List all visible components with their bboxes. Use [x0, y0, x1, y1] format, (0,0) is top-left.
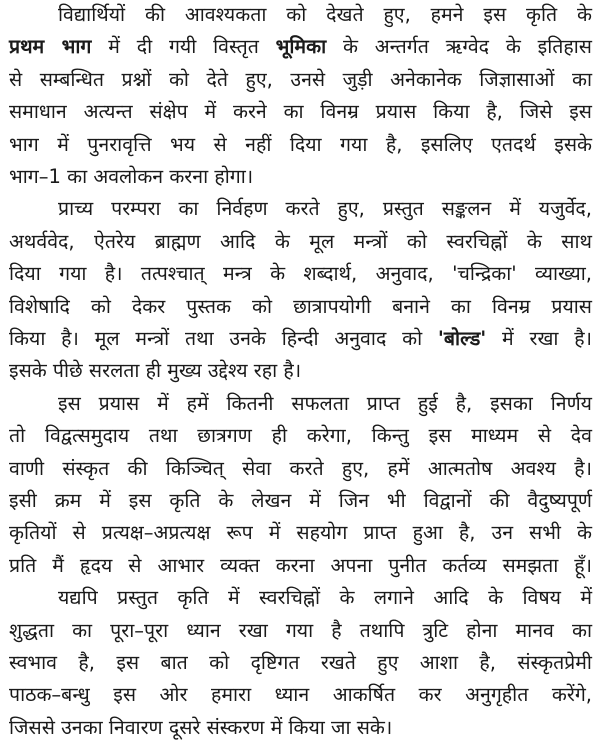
- paragraph-4-line: [9, 712, 592, 744]
- paragraph-1-line: [9, 31, 592, 63]
- paragraph-4-line: [9, 679, 592, 711]
- bold-text: प्रथम भाग: [9, 35, 92, 59]
- text-segment: से सम्बन्धित प्रश्नों को देते हुए, उनसे जुड़ी अनेकानेक जिज्ञासाओं का: [9, 67, 592, 91]
- text-segment: तो विद्वत्समुदाय तथा छात्रगण ही करेगा, किन्तु इस माध्यम से देव: [9, 424, 592, 448]
- paragraph-2-line: [9, 355, 592, 387]
- paragraph-3-line: [9, 420, 592, 452]
- text-segment: पाठक–बन्धु इस ओर हमारा ध्यान आकर्षित कर अनुगृहीत करेंगे,: [9, 683, 592, 707]
- text-segment: भाग में पुनरावृत्ति भय से नहीं दिया गया है, इसलिए एतदर्थ इसके: [9, 132, 592, 156]
- paragraph-4-line: [9, 615, 592, 647]
- text-segment: शुद्धता का पूरा–पूरा ध्यान रखा गया है तथापि त्रुटि होना मानव का: [9, 618, 592, 642]
- paragraph-1-line: [9, 64, 592, 96]
- text-segment: कृतियों से प्रत्यक्ष–अप्रत्यक्ष रूप में सहयोग प्राप्त हुआ है, उन सभी के: [9, 521, 592, 545]
- paragraph-1-line: [9, 96, 592, 128]
- text-segment: के अन्तर्गत ऋग्वेद के इतिहास: [326, 35, 592, 59]
- text-segment: यद्यपि प्रस्तुत कृति में स्वरचिह्नों के लगाने आदि के विषय में: [58, 586, 592, 610]
- text-segment: वाणी संस्कृत की किञ्चित् सेवा करते हुए, हमें आत्मतोष अवश्य है।: [9, 456, 592, 480]
- text-segment: किया है। मूल मन्त्रों तथा उनके हिन्दी अनुवाद को: [9, 327, 438, 350]
- paragraph-2-line: [9, 323, 592, 355]
- text-segment: इसके पीछे सरलता ही मुख्य उद्देश्य रहा है।: [9, 359, 302, 383]
- paragraph-2-line: [58, 193, 592, 225]
- paragraph-2-line: [9, 226, 592, 258]
- paragraph-3-line: [9, 453, 592, 485]
- text-segment: समाधान अत्यन्त संक्षेप में करने का विनम्र प्रयास किया है, जिसे इस: [9, 100, 592, 124]
- paragraph-1-line: [58, 0, 592, 31]
- paragraph-4-line: [9, 647, 592, 679]
- paragraph-3-line: [58, 388, 592, 420]
- bold-text: 'बोल्ड': [437, 327, 487, 350]
- paragraph-1-line: [9, 129, 592, 161]
- text-segment: में दी गयी विस्तृत: [91, 35, 276, 59]
- text-segment: विद्यार्थियों की आवश्यकता को देखते हुए, हमने इस कृति के: [58, 3, 592, 26]
- text-segment: भाग–1 का अवलोकन करना होगा।: [9, 165, 254, 188]
- text-segment: विशेषादि को देकर पुस्तक को छात्रापयोगी बनाने का विनम्र प्रयास: [9, 294, 592, 318]
- paragraph-3-line: [9, 485, 592, 517]
- paragraph-4-line: [58, 582, 592, 614]
- text-segment: दिया गया है। तत्पश्चात् मन्त्र के शब्दार्थ, अनुवाद, 'चन्द्रिका' व्याख्या,: [9, 262, 592, 286]
- text-segment: प्रति मैं हृदय से आभार व्यक्त करना अपना पुनीत कर्तव्य समझता हूँ।: [9, 553, 592, 577]
- paragraph-2-line: [9, 291, 592, 323]
- text-segment: में रखा है।: [486, 327, 592, 350]
- text-segment: अथर्ववेद, ऐतरेय ब्राह्मण आदि के मूल मन्त्रों को स्वरचिह्नों के साथ: [9, 229, 592, 253]
- text-segment: प्राच्य परम्परा का निर्वहण करते हुए, प्रस्तुत सङ्कलन में यजुर्वेद,: [58, 197, 592, 221]
- bold-text: भूमिका: [275, 35, 327, 59]
- paragraph-1-line: [9, 161, 592, 193]
- paragraph-3-line: [9, 517, 592, 549]
- text-segment: जिससे उनका निवारण दूसरे संस्करण में किया जा सके।: [9, 715, 393, 739]
- paragraph-3-line: [9, 550, 592, 582]
- paragraph-2-line: [9, 258, 592, 290]
- text-segment: स्वभाव है, इस बात को दृष्टिगत रखते हुए आशा है, संस्कृतप्रेमी: [9, 651, 592, 674]
- text-segment: इस प्रयास में हमें कितनी सफलता प्राप्त हुई है, इसका निर्णय: [58, 391, 592, 415]
- text-segment: इसी क्रम में इस कृति के लेखन में जिन भी विद्वानों की वैदुष्यपूर्ण: [9, 489, 592, 512]
